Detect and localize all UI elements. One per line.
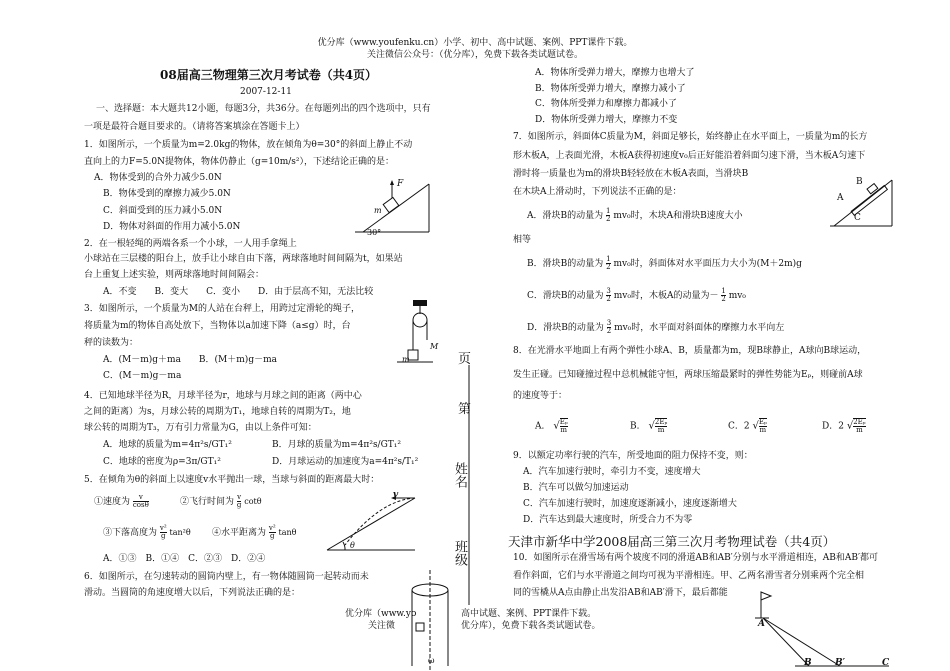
ski-slope-figure [755,590,895,671]
q6-option: A．物体所受弹力增大，摩擦力也增大了 [535,68,695,78]
q9-option: D．汽车达到最大速度时，所受合力不为零 [523,515,693,525]
fraction [655,418,667,434]
q4-line-2: 之间的距离）为s，月球公转的周期为T₁，地球自转的周期为T₂，地 [84,407,351,417]
denominator: m [856,426,863,434]
q7-line-1: 7．如图所示，斜面体C质量为M，斜面足够长，始终静止在水平面上，一质量为m的长方 [513,132,868,142]
denominator: 2 [606,263,611,271]
q7-option-D-text: mv₀时，水平面对斜面体的摩擦力水平向左 [614,323,785,333]
sidebar-class: 班级 [452,540,467,566]
denominator: m [560,426,568,434]
denominator: 2 [721,295,726,303]
q9-stem: 9．以额定功率行驶的汽车，所受地面的阻力保持不变，则： [513,451,753,461]
q3-line-3: 秤的读数为： [84,338,139,348]
q7-option-A-cont: 相等 [513,235,532,245]
q5-options: A．①③ B．①④ C．②③ D．②④ [103,554,266,564]
q7-option-C-text: mv₀时，木板A的动量为－ [613,291,719,301]
q4-line-3: 球公转的周期为T₃，万有引力常量为G，由以上条件可知： [84,423,317,433]
projectile-figure [325,490,425,555]
numerator: 1 [606,207,611,215]
q2-options: A．不变 B．变大 C．变小 D．由于层高不知，无法比较 [103,287,374,297]
fraction [160,525,167,540]
q5-stem: 5．在倾角为θ的斜面上以速度v水平抛出一球，当球与斜面的距离最大时： [84,475,380,485]
q9-option: A．汽车加速行驶时，牵引力不变，速度增大 [523,467,701,477]
q5-item-3-suffix: tan²θ [169,528,191,537]
q5-item-3 [103,525,191,540]
q2-line-2: 小球站在三层楼的阳台上，放手让小球自由下落，两球落地时间间隔为t，如果站 [84,254,403,264]
q1-option: B．物体受到的摩擦力减少5.0N [103,189,231,199]
q7-option-D [527,320,784,335]
fig2-label-C: C [882,658,890,668]
fraction [607,320,611,335]
q4-option-B: B．月球的质量为m=4π²s/GT₁² [272,440,401,450]
q4-option-A: A．地球的质量为m=4π²s/GT₁² [103,440,232,450]
q8-option-D: D．2 √ $\frac{\text{2Eₚ}}{m}$ [822,418,866,434]
q3-line-1: 3．如图所示，一个质量为M的人站在台秤上，用跨过定滑轮的绳子， [84,304,360,314]
q4-option-C: C．地球的密度为ρ=3π/GT₁² [103,457,221,467]
q6-line-2: 滑动。当圆筒的角速度增大以后，下列说法正确的是： [84,588,301,598]
numerator: 1 [721,287,726,295]
q8-line-2: 发生正碰。已知碰撞过程中总机械能守恒，两球压缩最紧时的弹性势能为Eₚ，则碰前A球 [513,370,863,380]
q9-option: C．汽车加速行驶时，加速度逐渐减小，速度逐渐增大 [523,499,737,509]
q8-option-A: A． √ $\frac{\text{Eₚ}}{m}$ [535,418,568,434]
q7-option-B-text: mv₀时，斜面体对水平面压力大小为(M＋2m)g [613,259,802,269]
fig2-label-A: A [758,619,765,629]
q7-option-C [527,288,746,303]
footer-line-2a: 关注微 [368,621,396,631]
numerator: 2Eₚ [853,418,866,426]
denominator: 2 [606,215,611,223]
q6-line-1: 6．如图所示，在匀速转动的圆筒内壁上，有一物体随圆筒一起转动而未 [84,572,369,582]
q8-option-C-label: C．2 [728,421,750,432]
q8-line-1: 8．在光滑水平地面上有两个弹性小球A、B，质量都为m，现B球静止，A球向B球运动， [513,346,867,356]
fraction [560,418,568,434]
fig-label-C: C [854,213,861,223]
sidebar-no: 第 [458,402,472,417]
fig-label-theta: θ [350,541,355,550]
numerator: 3 [606,287,611,295]
q8-option-D-label: D．2 [822,421,844,432]
fig-label-A: A [837,193,844,203]
q5-item-2 [180,494,262,509]
footer-line-1b: 高中试题、案例、PPT课件下载。 [461,609,597,619]
fraction [606,256,610,271]
q5-item-1 [94,494,149,509]
q8-line-3: 的速度等于： [513,391,568,401]
q7-option-B-text: B．滑块B的动量为 [527,259,604,269]
fraction [606,288,610,303]
q5-item-4-suffix: tanθ [278,528,297,537]
denominator: g [236,501,242,509]
q1-line-1: 1．如图所示，一个质量为m=2.0kg的物体，放在倾角为θ=30°的斜面上静止不动 [84,140,413,150]
q7-line-4: 在木块A上滑动时，下列说法不正确的是： [513,187,682,197]
fraction [721,288,725,303]
q8-option-B: B． √ $\frac{\text{2Eₚ}}{m}$ [630,418,668,434]
fig-label-M: M [430,342,439,351]
q2-line-3: 台上重复上述实验，则两球落地时间间隔会： [84,270,265,280]
fig2-label-Bprime: B′ [835,658,845,668]
q10-line-2: 看作斜面，它们与水平滑道之间均可视为平滑相连。甲、乙两名滑雪者分别乘两个完全相 [513,571,865,581]
fraction [133,494,149,509]
numerator: v² [268,524,276,532]
numerator: v [133,494,149,502]
numerator: v² [159,524,167,532]
q2-line-1: 2．在一根轻绳的两端各系一个小球，一人用手拿绳上 [84,239,297,249]
sidebar-page: 页 [458,352,472,367]
q1-option: C．斜面受到的压力减小5.0N [103,206,223,216]
q5-item-2-label: ②飞行时间为 [180,497,235,507]
q10-line-3: 同的雪橇从A点由静止出发沿AB和AB′滑下，最后都能 [513,588,728,598]
q5-item-1-label: ①速度为 [94,497,131,507]
q10-line-1: 10．如图所示在滑雪场有两个坡度不同的滑道AB和AB′分别与水平滑道相连，AB和AB′都可 [513,553,878,563]
q7-option-B [527,256,802,271]
exam-title: 08届高三物理第三次月考试卷（共4页） [160,68,378,82]
q1-option: A．物体受到的合外力减少5.0N [94,173,222,183]
fraction [269,525,276,540]
pulley-figure [395,300,435,380]
intro-line-1: 一、选择题：本大题共12小题，每题3分，共36分。在每题列出的四个选项中，只有 [96,104,431,114]
fig-label-B: B [856,177,863,187]
fraction [853,418,865,434]
denominator: m [657,426,665,434]
q5-item-2-suffix: cotθ [244,497,262,506]
denominator: 2 [606,327,612,335]
intro-line-2: 一项是最符合题目要求的。（请将答案填涂在答题卡上） [84,122,305,132]
fig-label-m: m [374,206,382,215]
denominator: 2 [606,295,611,303]
denominator: g [161,532,166,540]
denominator: cosθ [132,501,149,509]
footer-line-2b: 优分库），免费下载各类试题试卷。 [461,621,601,631]
footer-line-1a: 优分库（www.yo [345,609,417,619]
denominator: m [759,426,767,434]
exam-date: 2007-12-11 [240,87,292,97]
q6-option: C．物体所受弹力和摩擦力都减小了 [535,99,677,109]
fraction [606,208,610,223]
q8-option-B-label: B． [630,421,646,432]
header-line-2: 关注微信公众号：（优分库），免费下载各类试题试卷。 [366,50,583,60]
fig-label-m-pulley: m [402,355,410,364]
q7-option-A [527,208,743,223]
q7-option-D-text: D．滑块B的动量为 [527,323,604,333]
q9-option: B．汽车可以做匀加速运动 [523,483,629,493]
q6-option: B．物体所受弹力增大，摩擦力减小了 [535,84,686,94]
q7-line-2: 形木板A，上表面光滑，木板A获得初速度v₀后正好能沿着斜面匀速下滑，当木板A匀速下 [513,151,866,161]
q7-option-A-text: mv₀时，木块A和滑块B速度大小 [613,211,743,221]
fig2-label-B: B [804,658,812,668]
q4-line-1: 4．已知地球半径为R，月球半径为r，地球与月球之间的距离（两中心 [84,391,362,401]
q7-line-3: 滑时将一质量也为m的滑块B轻轻放在木板A表面，当滑块B [513,169,749,179]
q3-line-2: 将质量为m的物体自高处放下，当物体以a加速下降（a≤g）时，台 [84,321,351,331]
numerator: 1 [606,255,611,263]
q3-options-2: C．(M－m)g－ma [103,371,182,381]
q7-option-C-text: mv₀ [728,291,746,301]
numerator: Eₚ [559,418,568,426]
q1-option: D．物体对斜面的作用力减小5.0N [103,222,241,232]
fig-label-F: F [397,179,404,189]
q5-item-4 [212,525,296,540]
sidebar-name: 姓名 [452,462,467,488]
exam-title-2: 天津市新华中学2008届高三第三次月考物理试卷（共4页） [508,534,836,549]
header-line-1: 优分库（www.youfenku.cn）小学、初中、高中试题、案例、PPT课件下载。 [317,38,633,48]
numerator: 3 [606,319,612,327]
fraction [237,494,241,509]
q7-option-C-text: C．滑块B的动量为 [527,291,604,301]
numerator: v [237,493,242,501]
q3-options-1: A．(M－m)g＋ma B．(M＋m)g－ma [103,355,277,365]
fig-label-angle: 30° [367,228,382,237]
q8-option-C: C．2 √ $\frac{\text{Eₚ}}{m}$ [728,418,767,434]
denominator: g [270,532,275,540]
fig-label-omega: ω [428,656,435,665]
numerator: 2Eₚ [654,418,668,426]
q1-line-2: 直向上的力F=5.0N提物体，物体仍静止（g=10m/s²），下述结论正确的是： [84,157,395,167]
q5-item-4-label: ④水平距离为 [212,528,267,538]
q7-option-A-text: A．滑块B的动量为 [527,211,604,221]
q6-option: D．物体所受弹力增大，摩擦力不变 [535,115,678,125]
q4-option-D: D．月球运动的加速度为a=4π²s/T₁² [272,457,419,467]
numerator: Eₚ [758,418,767,426]
q5-item-3-label: ③下落高度为 [103,528,158,538]
fig-label-v: v [393,490,399,500]
fraction [759,418,767,434]
q8-option-A-label: A． [535,421,551,432]
